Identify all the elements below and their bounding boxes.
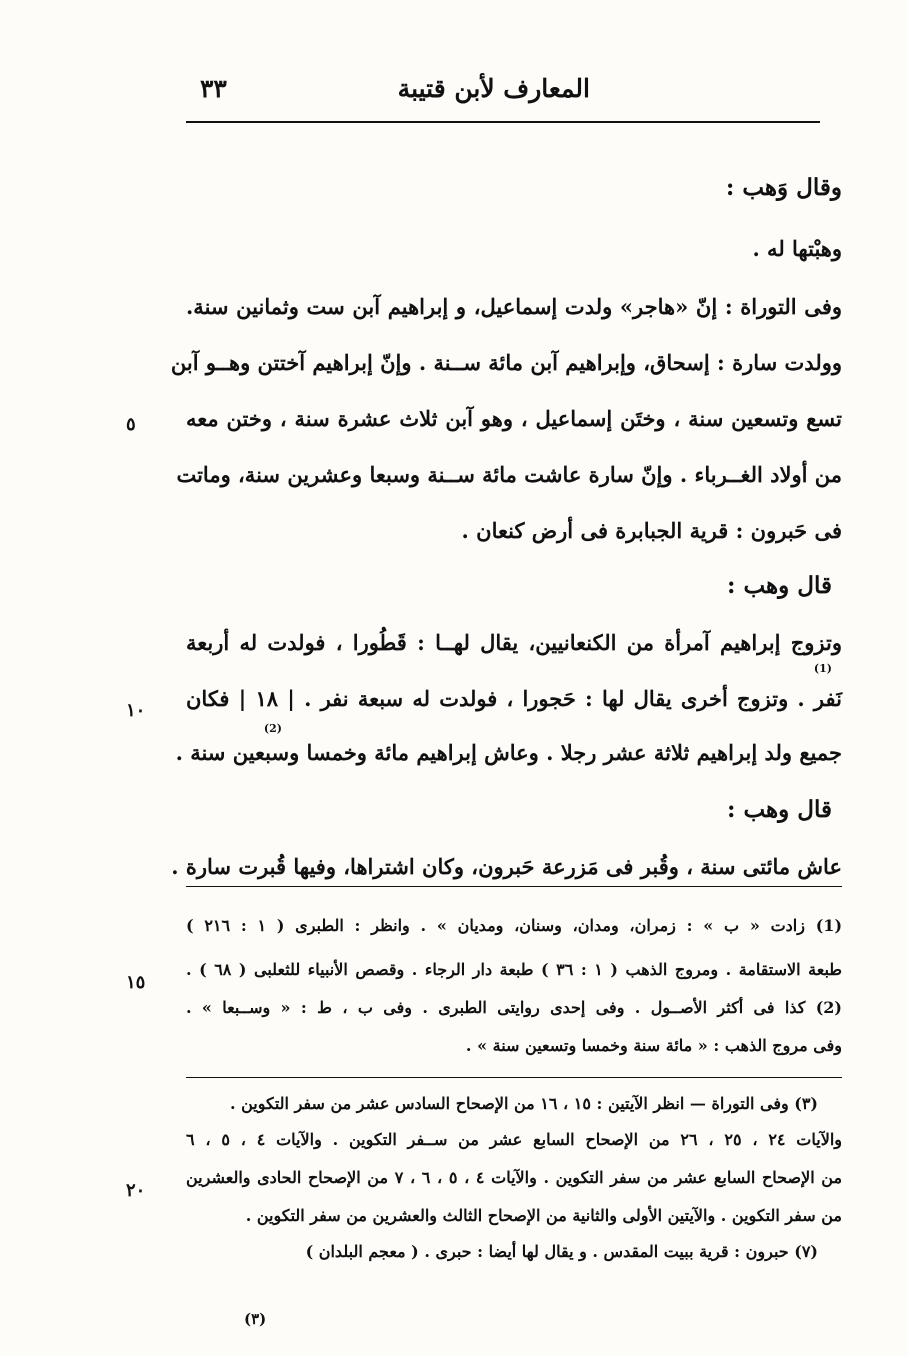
text-line: فى حَبرون : قرية الجبابرة فى أرض كنعان . (461, 518, 842, 543)
footnote-line: طبعة الاستقامة . ومروج الذهب ( ١ : ٣٦ ) طبعة دار الرجاء . وقصص الأنبياء للثعلبى ( ٦٨ ) . (186, 960, 843, 979)
footnote-line: (٧) حبرون : قرية ببيت المقدس . و يقال لها أيضا : حبرى . ( معجم البلدان ) (305, 1242, 818, 1261)
footnote-line: وفى مروج الذهب : « مائة سنة وخمسا وتسعين سنة » . (465, 1036, 842, 1055)
text-line: وفى التوراة : إنّ «هاجر» ولدت إسماعيل، و إبراهيم آبن ست وثمانين سنة. (186, 294, 842, 319)
text-line: من أولاد الغــرباء . وإنّ سارة عاشت مائة ســنة وسبعا وعشرين سنة، وماتت (176, 462, 842, 487)
section-heading: قال وهب : (726, 572, 832, 599)
running-title: المعارف لأبن قتيبة (397, 74, 590, 103)
footnote-line: من سفر التكوين . والآيتين الأولى والثانية من الإصحاح الثالث والعشرين من سفر التكوين . (245, 1206, 842, 1225)
footnote-line: (2) كذا فى أكثر الأصــول . وفى إحدى روايتى الطبرى . وفى ب ، ط : « وســبعا » . (186, 998, 842, 1017)
footnote-separator (186, 1077, 842, 1078)
text-line: عاش مائتى سنة ، وقُبر فى مَزرعة حَبرون، وكان اشتراها، وفيها قُبرت سارة . (171, 854, 842, 879)
margin-line-number: ١٥ (126, 972, 146, 993)
section-heading: قال وهب : (726, 796, 832, 823)
text-line: وتزوج إبراهيم آمرأة من الكنعانيين، يقال لهــا : قَطُورا ، فولدت له أربعة (186, 630, 842, 655)
section-heading: وقال وَهب : (725, 174, 842, 201)
margin-line-number: ٢٠ (126, 1180, 146, 1201)
signature-mark: (٣) (244, 1310, 267, 1328)
text-line: جميع ولد إبراهيم ثلاثة عشر رجلا . وعاش إبراهيم مائة وخمسا وسبعين سنة . (175, 740, 842, 765)
footnote-line: من الإصحاح السابع عشر من سفر التكوين . والآيات ٤ ، ٥ ، ٦ ، ٧ من الإصحاح الحادى والعشرين (186, 1168, 843, 1187)
text-line: وولدت سارة : إسحاق، وإبراهيم آبن مائة ســنة . وإنّ إبراهيم آختتن وهــو آبن (170, 350, 842, 375)
margin-line-number: ١٠ (126, 700, 146, 721)
page-number: ٣٣ (200, 74, 227, 103)
page-header (186, 74, 820, 114)
text-line: وهبْتها له . (752, 236, 842, 261)
footnote-marker: (2) (263, 722, 282, 735)
footnote-marker: (1) (813, 662, 832, 675)
margin-line-number: ٥ (126, 414, 136, 435)
footnote-line: (٣) وفى التوراة — انظر الآيتين : ١٥ ، ١٦ من الإصحاح السادس عشر من سفر التكوين . (229, 1094, 818, 1113)
text-line: تسع وتسعين سنة ، وختَن إسماعيل ، وهو آبن ثلاث عشرة سنة ، وختن معه (186, 406, 842, 431)
footnote-line: (1) زادت « ب » : زمران، ومدان، وسنان، ومديان » . وانظر : الطبرى ( ١ : ٢١٦ ) (186, 916, 843, 935)
text-line: نَفر . وتزوج أخرى يقال لها : حَجورا ، فولدت له سبعة نفر . | ١٨ | فكان (186, 686, 842, 711)
footnote-separator (186, 886, 842, 887)
header-rule (186, 121, 820, 123)
footnote-line: والآيات ٢٤ ، ٢٥ ، ٢٦ من الإصحاح السابع عشر من ســفر التكوين . والآيات ٤ ، ٥ ، ٦ (186, 1130, 842, 1149)
